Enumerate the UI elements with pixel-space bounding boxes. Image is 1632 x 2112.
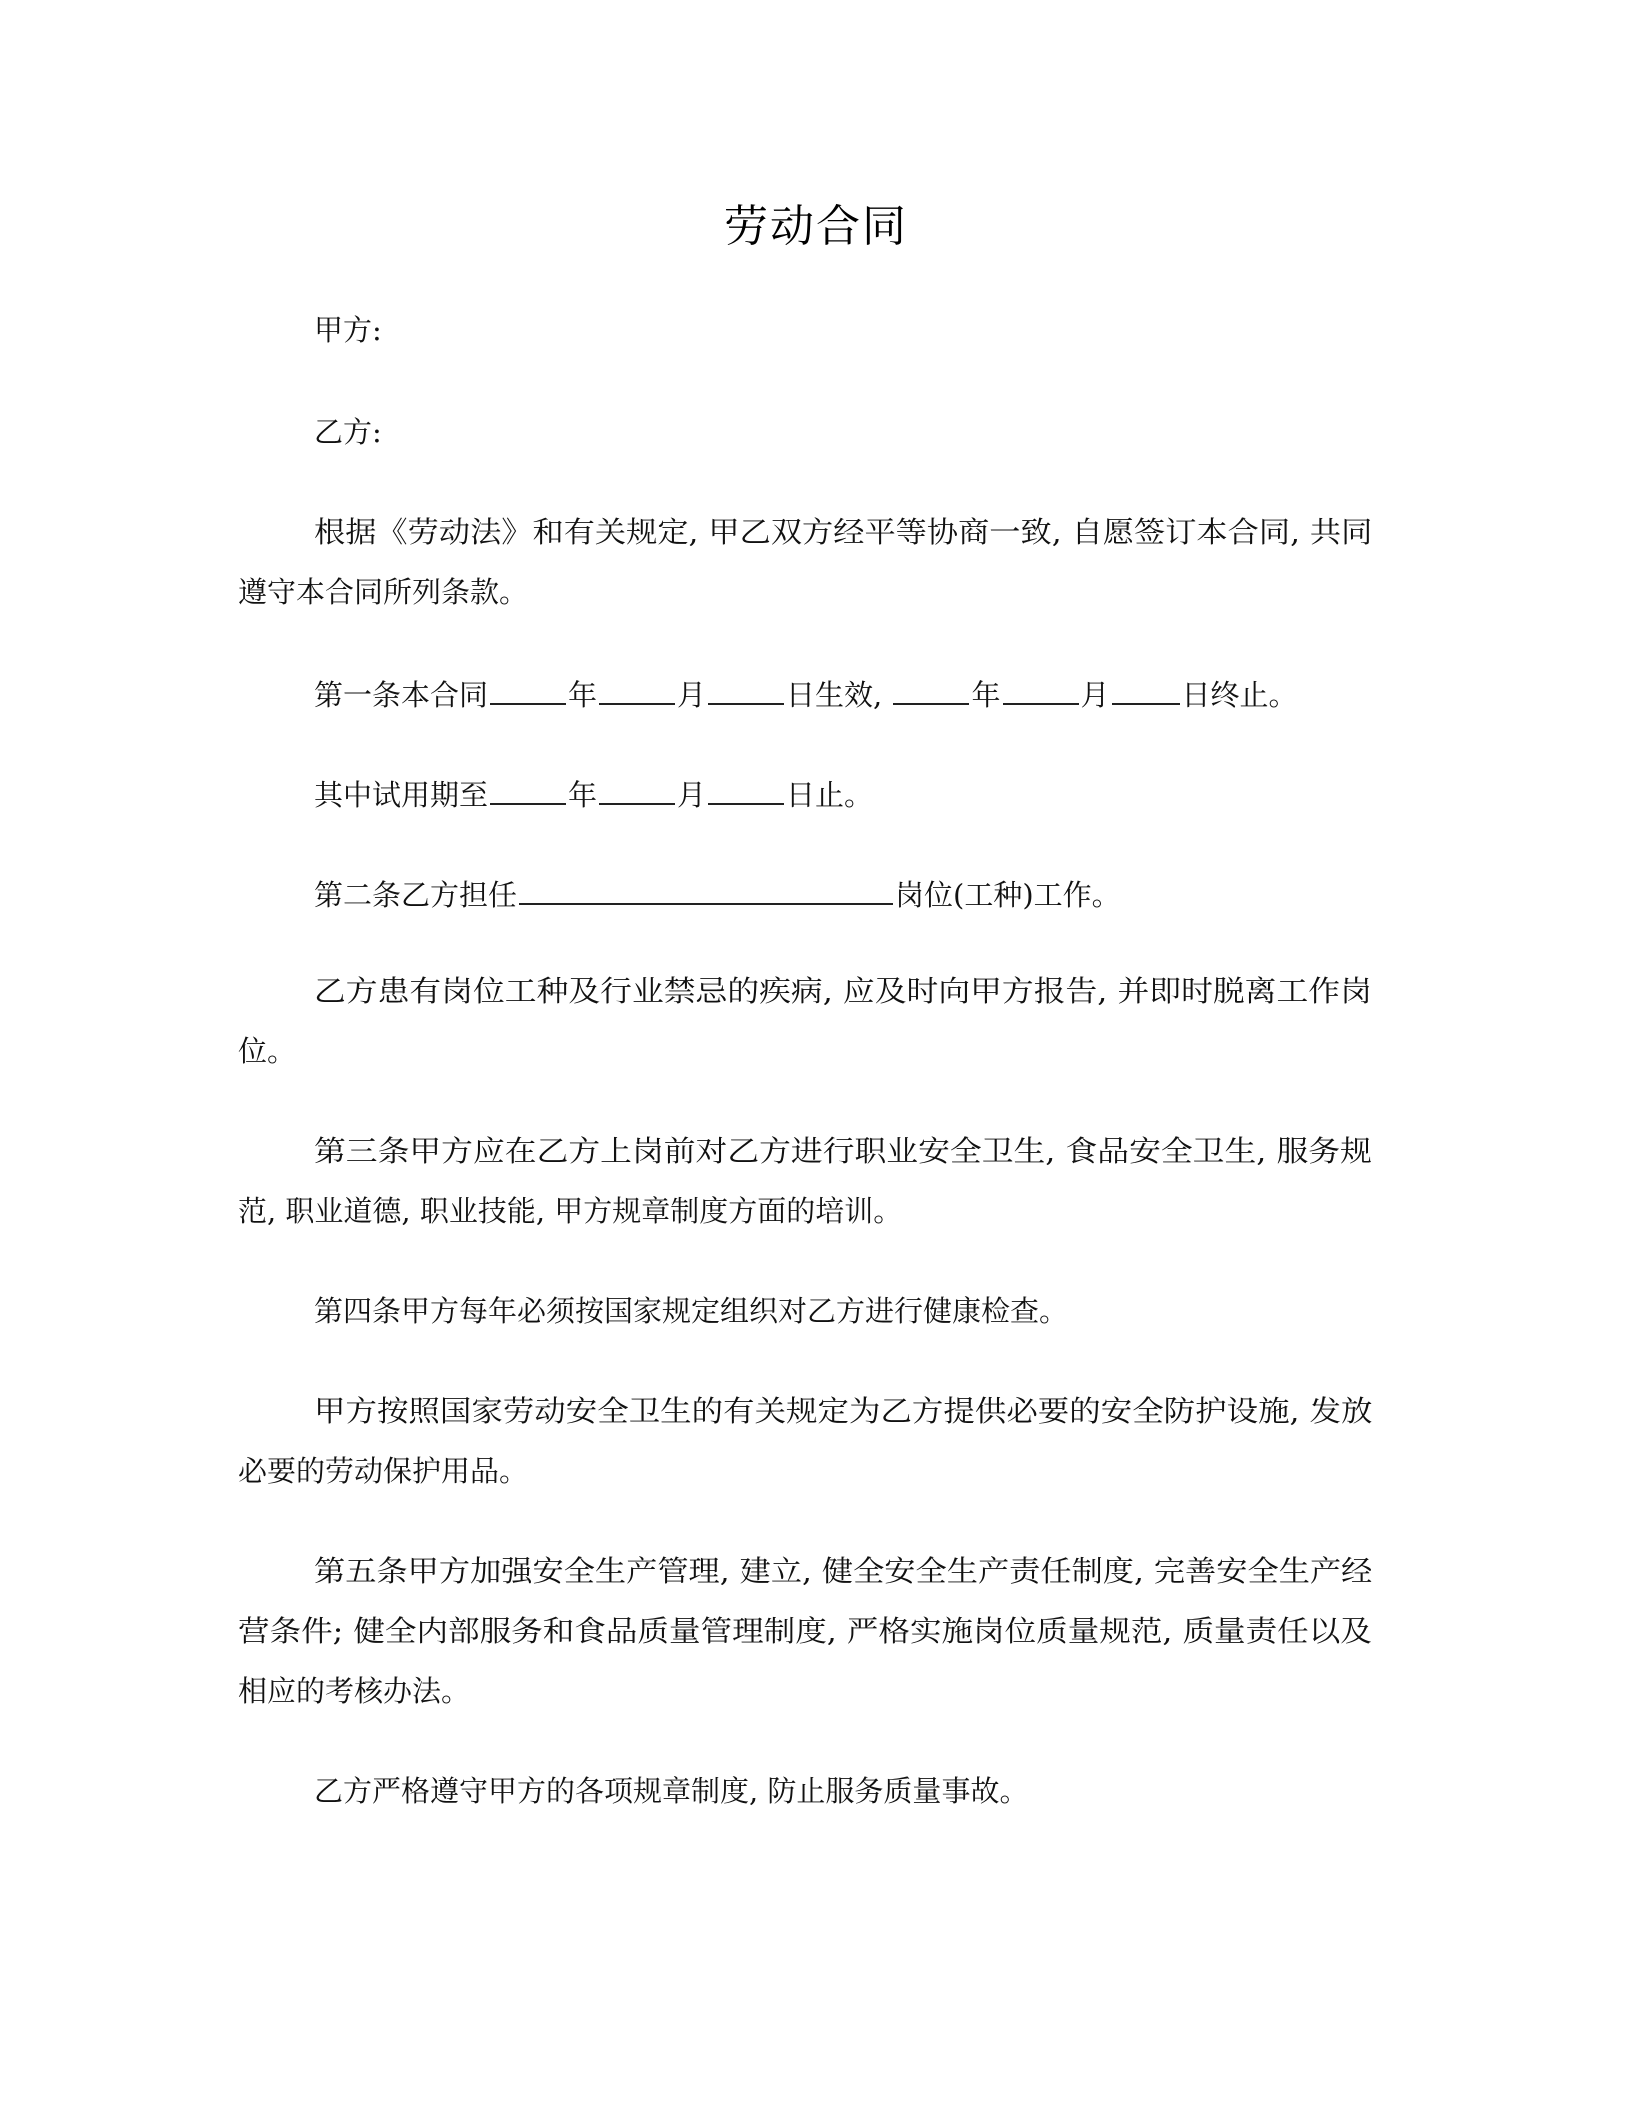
article-1 bbox=[314, 673, 1298, 713]
article-2-note-line-2: 位。 bbox=[238, 1034, 297, 1068]
termination-label: 日终止。 bbox=[1181, 678, 1298, 712]
document-title: 劳动合同 bbox=[724, 201, 908, 252]
probation-year-blank[interactable] bbox=[490, 773, 566, 805]
probation-end-label: 日止。 bbox=[786, 778, 874, 812]
year-label: 年 bbox=[971, 678, 1001, 712]
probation-day-blank[interactable] bbox=[708, 773, 784, 805]
article-2-suffix: 岗位(工种)工作。 bbox=[895, 878, 1121, 912]
party-a-label: 甲方: bbox=[314, 313, 382, 347]
start-month-blank[interactable] bbox=[599, 673, 675, 705]
start-year-blank[interactable] bbox=[490, 673, 566, 705]
article-2 bbox=[314, 873, 1121, 913]
end-day-blank[interactable] bbox=[1112, 673, 1180, 705]
intro-line-1: 根据《劳动法》和有关规定, 甲乙双方经平等协商一致, 自愿签订本合同, 共同 bbox=[314, 515, 1373, 549]
probation-prefix: 其中试用期至 bbox=[314, 778, 489, 812]
month-label: 月 bbox=[1080, 678, 1110, 712]
probation-month-blank[interactable] bbox=[599, 773, 675, 805]
end-month-blank[interactable] bbox=[1003, 673, 1079, 705]
article-2-prefix: 第二条乙方担任 bbox=[314, 878, 518, 912]
article-5-line-2: 营条件; 健全内部服务和食品质量管理制度, 严格实施岗位质量规范, 质量责任以及 bbox=[238, 1614, 1372, 1648]
article-3-line-2: 范, 职业道德, 职业技能, 甲方规章制度方面的培训。 bbox=[238, 1194, 903, 1228]
month-label: 月 bbox=[677, 778, 707, 812]
article-5-line-3: 相应的考核办法。 bbox=[238, 1674, 471, 1708]
effective-label: 日生效, bbox=[786, 678, 883, 712]
start-day-blank[interactable] bbox=[708, 673, 784, 705]
article-4: 第四条甲方每年必须按国家规定组织对乙方进行健康检查。 bbox=[314, 1294, 1069, 1328]
article-5-note: 乙方严格遵守甲方的各项规章制度, 防止服务质量事故。 bbox=[314, 1774, 1029, 1808]
article-2-note-line-1: 乙方患有岗位工种及行业禁忌的疾病, 应及时向甲方报告, 并即时脱离工作岗 bbox=[314, 974, 1372, 1008]
article-3-line-1: 第三条甲方应在乙方上岗前对乙方进行职业安全卫生, 食品安全卫生, 服务规 bbox=[314, 1134, 1372, 1168]
probation-period bbox=[314, 773, 873, 813]
year-label: 年 bbox=[568, 778, 598, 812]
month-label: 月 bbox=[677, 678, 707, 712]
position-blank[interactable] bbox=[519, 873, 893, 905]
year-label: 年 bbox=[568, 678, 598, 712]
article-5-line-1: 第五条甲方加强安全生产管理, 建立, 健全安全生产责任制度, 完善安全生产经 bbox=[314, 1554, 1373, 1588]
end-year-blank[interactable] bbox=[893, 673, 969, 705]
article-1-prefix: 第一条本合同 bbox=[314, 678, 489, 712]
article-4-note-line-2: 必要的劳动保护用品。 bbox=[238, 1454, 529, 1488]
intro-line-2: 遵守本合同所列条款。 bbox=[238, 575, 529, 609]
party-b-label: 乙方: bbox=[314, 415, 382, 449]
article-4-note-line-1: 甲方按照国家劳动安全卫生的有关规定为乙方提供必要的安全防护设施, 发放 bbox=[314, 1394, 1373, 1428]
